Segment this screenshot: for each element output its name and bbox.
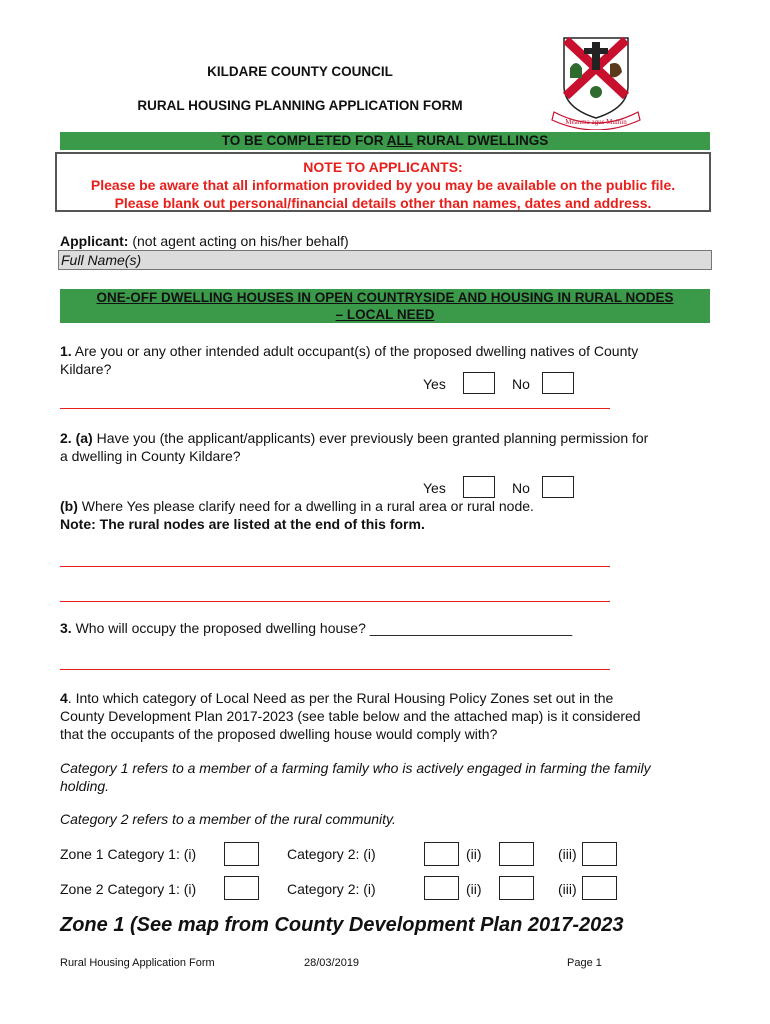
note-line-2: Please blank out personal/financial details other than names, dates and address.: [114, 195, 652, 211]
q1-yes-label: Yes: [423, 376, 446, 392]
zone2-cat2-iii-checkbox[interactable]: [582, 876, 617, 900]
q2-answer-line-1[interactable]: [60, 566, 610, 567]
question-2a: [60, 429, 710, 465]
crest-motto: Meanma agus Muinín: [565, 118, 627, 126]
zone2-cat2-i-checkbox[interactable]: [424, 876, 459, 900]
note-line-1: Please be aware that all information provided by you may be available on the public file.: [90, 177, 676, 193]
question-1: [60, 342, 710, 378]
q2-yes-label: Yes: [423, 480, 446, 496]
q2b-number: (b): [60, 498, 78, 514]
q2-answer-line-2[interactable]: [60, 601, 610, 602]
q2-no-checkbox[interactable]: [542, 476, 574, 498]
zone2-cat1-checkbox[interactable]: [224, 876, 259, 900]
zone2-cat2-ii-checkbox[interactable]: [499, 876, 534, 900]
zone1-cat2-iii-checkbox[interactable]: [582, 842, 617, 866]
q1-no-label: No: [512, 376, 530, 392]
q3-number: 3.: [60, 620, 72, 636]
q4-line-2: County Development Plan 2017-2023 (see table below and the attached map) is it considered: [60, 708, 641, 724]
q2-no-label: No: [512, 480, 530, 496]
zone2-category2-label: Category 2: (i): [287, 881, 376, 897]
zone2-ii-label: (ii): [466, 881, 482, 897]
full-name-label: Full Name(s): [61, 252, 142, 268]
q1-text: Are you or any other intended adult occupant(s) of the proposed dwelling natives of County: [71, 343, 639, 359]
council-name: KILDARE COUNTY COUNCIL: [207, 64, 393, 79]
q1-no-checkbox[interactable]: [542, 372, 574, 394]
zone1-category1-label: Zone 1 Category 1: (i): [60, 846, 197, 862]
question-2b: [60, 497, 710, 533]
zone1-heading: Zone 1 (See map from County Development Plan 2017-2023: [60, 914, 624, 936]
banner-text-pre: TO BE COMPLETED FOR: [221, 133, 387, 148]
footer-date: 28/03/2019: [304, 957, 360, 969]
q2b-text: Where Yes please clarify need for a dwelling in a rural area or rural node.: [77, 498, 534, 514]
council-crest: [548, 34, 644, 130]
q2-number: 2. (a): [60, 430, 93, 446]
q2-note: Note: The rural nodes are listed at the end of this form.: [60, 516, 425, 532]
crest-shield-icon: [548, 34, 644, 130]
applicant-sublabel: (not agent acting on his/her behalf): [128, 233, 349, 249]
category-2-description: Category 2 refers to a member of the rural community.: [60, 811, 396, 827]
zone1-category2-label: Category 2: (i): [287, 846, 376, 862]
cat1-line-1: Category 1 refers to a member of a farming family who is actively engaged in farming the family: [60, 760, 651, 776]
form-title: RURAL HOUSING PLANNING APPLICATION FORM: [137, 98, 463, 113]
full-name-field[interactable]: [58, 250, 712, 270]
zone2-category1-label: Zone 2 Category 1: (i): [60, 881, 197, 897]
q4-number: 4: [60, 690, 68, 706]
banner-text-post: RURAL DWELLINGS: [412, 133, 549, 148]
category-1-description: [60, 759, 720, 795]
banner2-line-2: – LOCAL NEED: [335, 307, 435, 322]
banner-local-need: [60, 289, 710, 323]
zone1-ii-label: (ii): [466, 846, 482, 862]
q1-answer-line[interactable]: [60, 408, 610, 409]
q3-answer-line[interactable]: [60, 669, 610, 670]
note-title: NOTE TO APPLICANTS:: [303, 159, 463, 175]
footer-form-name: Rural Housing Application Form: [60, 957, 215, 969]
q2-text-2: a dwelling in County Kildare?: [60, 448, 241, 464]
footer-page: Page 1: [567, 957, 602, 969]
banner2-line-1: ONE-OFF DWELLING HOUSES IN OPEN COUNTRYSIDE AND HOUSING IN RURAL NODES: [96, 290, 674, 305]
question-4: [60, 689, 720, 743]
q3-text: Who will occupy the proposed dwelling house? __________________________: [71, 620, 573, 636]
q1-number: 1.: [60, 343, 72, 359]
zone2-iii-label: (iii): [558, 881, 577, 897]
banner-all-dwellings: [60, 132, 710, 150]
zone1-cat2-i-checkbox[interactable]: [424, 842, 459, 866]
note-to-applicants: [55, 152, 711, 212]
cat1-line-2: holding.: [60, 778, 110, 794]
question-3: [60, 620, 710, 636]
zone1-cat2-ii-checkbox[interactable]: [499, 842, 534, 866]
q1-yes-checkbox[interactable]: [463, 372, 495, 394]
q1-text-2: Kildare?: [60, 361, 112, 377]
applicant-label: [60, 233, 349, 249]
zone1-iii-label: (iii): [558, 846, 577, 862]
q2-yes-checkbox[interactable]: [463, 476, 495, 498]
zone1-cat1-checkbox[interactable]: [224, 842, 259, 866]
q4-line-3: that the occupants of the proposed dwelling house would comply with?: [60, 726, 498, 742]
banner-text-emph: ALL: [386, 133, 413, 148]
applicant-label-strong: Applicant:: [60, 233, 129, 249]
q2-text: Have you (the applicant/applicants) ever previously been granted planning permission for: [92, 430, 649, 446]
q4-line-1: . Into which category of Local Need as per the Rural Housing Policy Zones set out in the: [67, 690, 614, 706]
